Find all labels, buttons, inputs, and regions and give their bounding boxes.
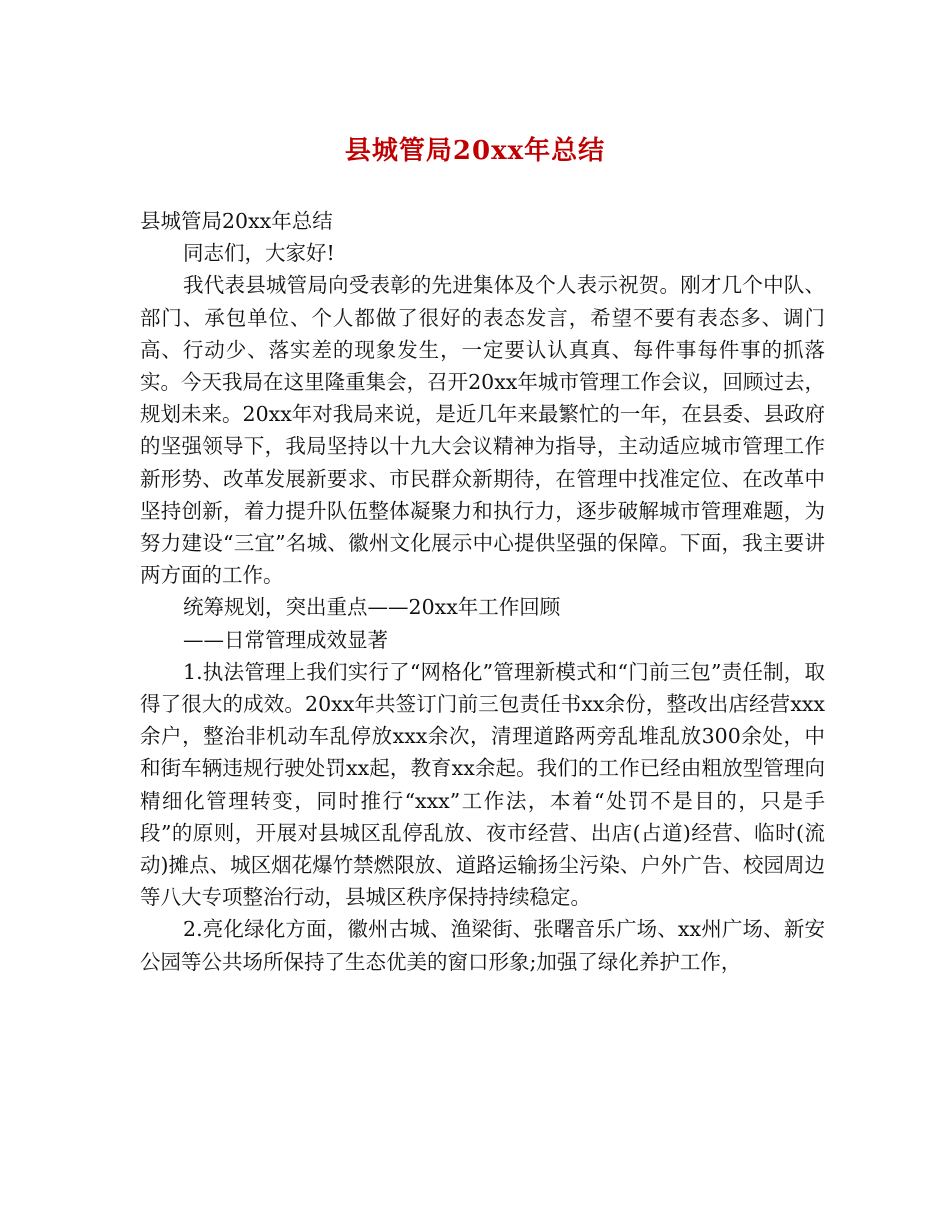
document-title: 县城管局20xx年总结 (344, 136, 606, 166)
paragraph-3: 统筹规划，突出重点——20xx年工作回顾 (183, 595, 561, 620)
paragraph-6: 2.亮化绿化方面，徽州古城、渔梁街、张曙音乐广场、xx州广场、新安公园等公共场所保持了生态优美的窗口形象;加强了绿化养护工作， (140, 917, 825, 974)
paragraph-2: 我代表县城管局向受表彰的先进集体及个人表示祝贺。刚才几个中队、部门、承包单位、个人都做了很好的表态发言，希望不要有表态多、调门高、行动少、落实差的现象发生，一定要认认真真、每件事每件事的抓落实。今天我局在这里隆重集会，召开20xx年城市管理工作会议，回顾过去，规划未来。20xx年对我局来说，是近几年来最繁忙的一年，在县委、县政府的坚强领导下，我局坚持以十九大会议精神为指导，主动适应城市管理工作新形势、改革发展新要求、市民群众新期待，在管理中找准定位、在改革中坚持创新，着力提升队伍整体凝聚力和执行力，逐步破解城市管理难题，为努力建设“三宜”名城、徽州文化展示中心提供坚强的保障。下面，我主要讲两方面的工作。 (140, 273, 825, 588)
document-body (140, 205, 825, 978)
paragraph-4: ——日常管理成效显著 (183, 627, 389, 652)
paragraph-1: 同志们，大家好! (183, 241, 335, 266)
paragraph-0: 县城管局20xx年总结 (140, 209, 333, 233)
paragraph-5: 1.执法管理上我们实行了“网格化”管理新模式和“门前三包”责任制，取得了很大的成效。20xx年共签订门前三包责任书xx余份，整改出店经营xxx余户，整治非机动车乱停放xxx余次，清理道路两旁乱堆乱放300余处，中和街车辆违规行驶处罚xx起，教育xx余起。我们的工作已经由粗放型管理向精细化管理转变，同时推行“xxx”工作法，本着“处罚不是目的，只是手段”的原则，开展对县城区乱停乱放、夜市经营、出店(占道)经营、临时(流动)摊点、城区烟花爆竹禁燃限放、道路运输扬尘污染、户外广告、校园周边等八大专项整治行动，县城区秩序保持持续稳定。 (140, 659, 825, 910)
